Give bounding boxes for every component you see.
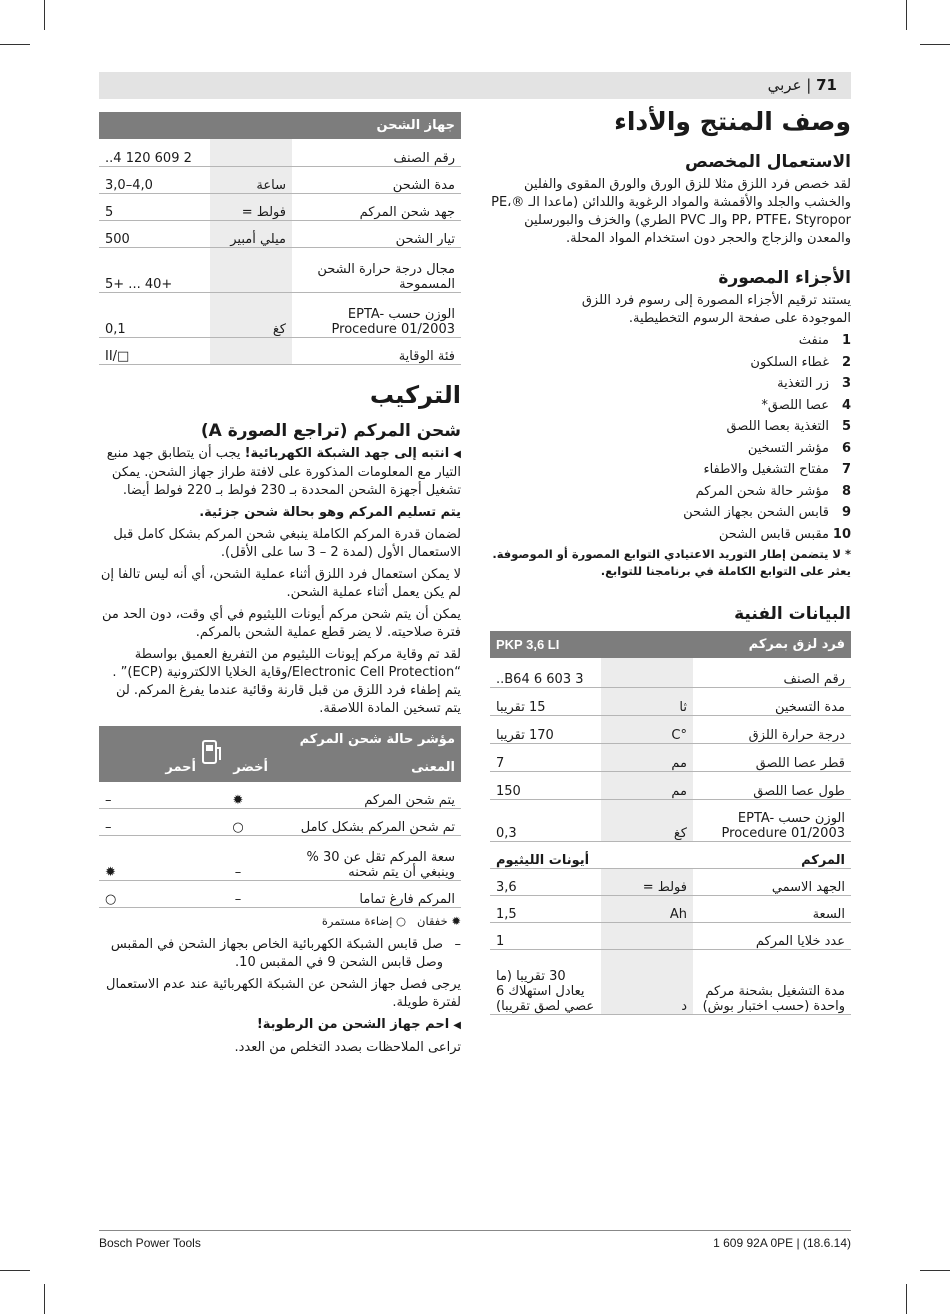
row-value: 1,5: [490, 895, 601, 922]
row-label: السعة: [693, 895, 851, 922]
charge-heading: شحن المركم (تراجع الصورة A): [200, 420, 461, 441]
footer-rule: [99, 1230, 851, 1231]
indicator-meaning: يتم شحن المركم: [274, 782, 461, 809]
row-label: مدة الشحن: [292, 166, 461, 193]
row-unit: مم: [601, 743, 693, 771]
part-number: 1: [841, 333, 851, 348]
indicator-red-state: –: [99, 782, 202, 809]
indicator-meaning: سعة المركم تقل عن 30 % وينبغي أن يتم شحنه: [274, 836, 461, 881]
language-label: عربي: [767, 76, 802, 94]
crop-mark: [920, 44, 950, 45]
row-label: مدة التسخين: [693, 687, 851, 715]
part-label: زر التغذية: [777, 376, 829, 391]
indicator-meaning: تم شحن المركم بشكل كامل: [274, 809, 461, 836]
row-unit: كغ: [210, 292, 292, 337]
parts-list-item: [490, 459, 851, 481]
indicator-table: [99, 726, 461, 909]
indicator-red-state: ○: [99, 881, 202, 908]
part-number: 8: [841, 483, 851, 499]
battery-value: أيونات الليثيوم: [490, 841, 601, 868]
part-number: 2: [841, 354, 851, 370]
paragraph-ecp: لقد تم وقاية مركم إيونات الليثيوم من التفريغ العميق بواسطة “Electronic Cell Protection/وقاية الخلايا الالكترونية (ECP)” . يتم إطفاء فرد اللزق من قبل قارنة وقائية عندما يفرغ المركم. لن يتم تسخين المادة اللاصقة.: [112, 646, 461, 716]
part-number: 6: [841, 440, 851, 456]
indicator-row: [99, 809, 461, 836]
indicator-green-state: ○: [202, 809, 274, 836]
row-label: رقم الصنف: [292, 139, 461, 166]
page-header: 71 | عربي: [99, 72, 851, 99]
footer-brand: Bosch Power Tools: [99, 1236, 201, 1250]
row-unit: ساعة: [210, 166, 292, 193]
part-number: 4: [841, 397, 851, 413]
part-label: التغذية بعصا اللصق: [726, 419, 829, 434]
table-row: [99, 337, 461, 364]
indicator-red-state: ✹: [99, 836, 202, 881]
indicator-meaning: المركم فارغ تماما: [274, 881, 461, 908]
parts-list-item: [490, 330, 851, 352]
table-row: [490, 949, 851, 1014]
indicator-row: [99, 836, 461, 881]
tech-table-head-value: PKP 3,6 LI: [490, 631, 601, 658]
table-row: [490, 868, 851, 895]
warning-voltage-text: يجب أن يتطابق جهد منبع التيار مع المعلومات المذكورة على لافتة طراز جهاز الشحن. يمكن تشغيل أجهزة الشحن المحددة بـ 230 فولط بـ 220 فولط أيضا.: [106, 445, 461, 498]
charger-table-head: جهاز الشحن: [292, 112, 461, 139]
charger-icon: [200, 738, 226, 768]
row-label: عدد خلايا المركم: [693, 922, 851, 949]
table-row: [99, 166, 461, 193]
col-red: أحمر: [99, 754, 202, 782]
parts-list-item: [490, 502, 851, 524]
indicator-table-title: مؤشر حالة شحن المركم: [99, 726, 461, 754]
tech-table-head-label: فرد لزق بمركم: [693, 631, 851, 658]
row-unit: [210, 337, 292, 364]
assembly-title: التركيب: [369, 380, 461, 409]
indicator-green-state: –: [202, 836, 274, 881]
row-label: رقم الصنف: [693, 658, 851, 687]
crop-mark: [906, 1284, 907, 1314]
row-unit: فولط =: [601, 868, 693, 895]
row-unit: ميلي أمبير: [210, 220, 292, 247]
table-row: [490, 687, 851, 715]
table-row: [490, 771, 851, 799]
row-label: فئة الوقاية: [292, 337, 461, 364]
table-row: [490, 743, 851, 771]
part-label: مؤشر حالة شحن المركم: [695, 483, 829, 499]
row-unit: [601, 658, 693, 687]
crop-mark: [0, 44, 30, 45]
crop-mark: [44, 0, 45, 30]
row-label: جهد شحن المركم: [292, 193, 461, 220]
parts-list-item: [490, 352, 851, 374]
warning-moisture: احم جهاز الشحن من الرطوبة!: [256, 1017, 450, 1032]
row-label: الوزن حسب EPTA-Procedure 01/2003: [292, 292, 461, 337]
parts-list-item: [490, 416, 851, 438]
row-value: 150: [490, 771, 601, 799]
parts-list-item: [490, 438, 851, 460]
row-label: قطر عصا اللصق: [693, 743, 851, 771]
row-value: 1: [490, 922, 601, 949]
indicator-row: [99, 881, 461, 908]
footer-doc-number: 1 609 92A 0PE | (18.6.14): [713, 1236, 851, 1250]
parts-intro: يستند ترقيم الأجزاء المصورة إلى رسوم فرد اللزق الموجودة على صفحة الرسوم التخطيطية.: [581, 293, 851, 326]
row-value: 15 تقريبا: [490, 687, 601, 715]
indicator-green-state: –: [202, 881, 274, 908]
row-unit: °C: [601, 715, 693, 743]
indicator-legend: ✹ خفقان ○ إضاءة مستمرة: [321, 914, 461, 928]
warning-voltage-bold: انتبه إلى جهد الشبكة الكهربائية!: [244, 445, 450, 461]
left-column: جهاز الشحن رقم الصنف 2 609 120 4.. مدة الشحن ساعة 4,0–3,0 جهد شحن المركم فولط = 5 تيار الشحن ميلي أمبير 500 مجال درجة حرارة الشحن المسموحة +40 ... +5 الوزن حسب EPTA-Procedure 01/2003 كغ 0,1 فئة الوقاية □/II التركيب شحن المركم (تراجع الصورة A) ◀ انتبه إلى جهد الشبكة الكهربائية! يجب أن يتطابق جهد منبع التيار مع المعلومات المذكورة على لافتة طراز جهاز الشحن. يمكن تشغيل أجهزة الشحن المحددة بـ 230 فولط بـ 220 فولط أيضا. يتم تسليم المركم وهو بحالة شحن جزئية. لضمان قدرة المركم الكاملة ينبغي شحن المركم بشكل كامل قبل الاستعمال الأول (لمدة 2 – 3 سا على الأقل). لا يمكن استعمال فرد اللزق أثناء عملية الشحن، أي أنه ليس تالفا إن لم يكن يعمل أثناء عملية الشحن. يمكن أن يتم شحن مركم أيونات الليثيوم في أي وقت، دون الحد من فترة صلاحيته. لا يضر قطع عملية الشحن بالمركم. لقد تم وقاية مركم إيونات الليثيوم من التفريغ العميق بواسطة “Electronic Cell Protection/وقاية الخلايا الالكترونية (ECP)” . يتم إطفاء فرد اللزق من قبل قارنة وقائية عندما يفرغ المركم. لن يتم تسخين المادة اللاصقة. مؤشر حالة شحن المركم المعنى أخضر أحمر يتم شحن المركم ✹ – تم شحن المركم بشكل كامل ○ – سعة المركم تقل عن 30 % وينبغي أن يتم شحنه – ✹ المركم فارغ تماما – ○ ✹ خفقان ○ إضاءة مستمرة – صل قابس الشبكة الكهربائية الخاص بجهاز الشحن في المقبس وصل قابس الشحن 9 في المقبس 10. يرجى فصل جهاز الشحن عن الشبكة الكهربائية عند عدم الاستعمال لفترة طويلة. ◀ احم جهاز الشحن من الرطوبة! تراعى الملاحظات بصدد التخلص من العدد.: [99, 112, 461, 1057]
table-row: [490, 922, 851, 949]
row-value: 0,3: [490, 799, 601, 841]
parts-note: * لا يتضمن إطار التوريد الاعتيادي التوابع المصورة أو الموصوفة. يعثر على التوابع الكاملة في برنامجنا للتوابع.: [492, 547, 851, 578]
paragraph-no-use-charging: لا يمكن استعمال فرد اللزق أثناء عملية الشحن، أي أنه ليس تالفا إن لم يكن يعمل أثناء عملية الشحن.: [100, 566, 461, 600]
row-unit: [601, 922, 693, 949]
part-label: مفتاح التشغيل والاطفاء: [703, 462, 829, 477]
table-row: [99, 193, 461, 220]
step-connect: – صل قابس الشبكة الكهربائية الخاص بجهاز الشحن في المقبس وصل قابس الشحن 9 في المقبس 10.: [110, 937, 461, 970]
col-meaning: المعنى: [274, 754, 461, 782]
row-value: 5: [99, 193, 210, 220]
paragraph-unplug: يرجى فصل جهاز الشحن عن الشبكة الكهربائية عند عدم الاستعمال لفترة طويلة.: [106, 977, 461, 1010]
part-label: منفث: [798, 333, 829, 348]
row-unit: ثا: [601, 687, 693, 715]
battery-label: المركم: [693, 841, 851, 868]
tech-heading: البيانات الفنية: [734, 604, 851, 624]
part-number: 9: [841, 505, 851, 520]
row-value: +40 ... +5: [99, 247, 210, 292]
row-unit: [210, 247, 292, 292]
col-green: أخضر: [233, 760, 268, 775]
page-title: وصف المنتج والأداء: [614, 107, 851, 136]
tech-table: [490, 631, 851, 1015]
crop-mark: [0, 1270, 30, 1271]
part-number: 5: [841, 419, 851, 434]
part-number: 3: [841, 376, 851, 391]
use-text: لقد خصص فرد اللزق مثلا للزق الورق والورق المقوى والفلين والخشب والجلد والأقمشة والمواد الرغوية واللدائن (ماعدا الـ ®PE، PP، PTFE، Styropor والـ PVC الطري) والخزف والبورسلين والمعدن والزجاج والحجر دون استخدام المواد المحلة.: [491, 177, 851, 246]
paragraph-full-charge: لضمان قدرة المركم الكاملة ينبغي شحن المركم بشكل كامل قبل الاستعمال الأول (لمدة 2 – 3 سا على الأقل).: [113, 526, 461, 560]
part-label: مقبس قابس الشحن: [718, 526, 829, 542]
part-label: عصا اللصق*: [761, 397, 829, 413]
row-value: 2 609 120 4..: [99, 139, 210, 166]
row-unit: فولط =: [210, 193, 292, 220]
row-unit: Ah: [601, 895, 693, 922]
row-label: درجة حرارة اللزق: [693, 715, 851, 743]
row-value: □/II: [99, 337, 210, 364]
row-value: 30 تقريبا (ما يعادل استهلاك 6 عصي لصق تقريبا): [490, 949, 601, 1014]
table-row: [99, 220, 461, 247]
row-label: تيار الشحن: [292, 220, 461, 247]
part-number: 10: [832, 526, 851, 542]
page-number: 71: [816, 76, 837, 94]
row-value: 500: [99, 220, 210, 247]
table-row: [490, 715, 851, 743]
parts-heading: الأجزاء المصورة: [718, 268, 851, 288]
row-unit: د: [601, 949, 693, 1014]
row-label: مجال درجة حرارة الشحن المسموحة: [292, 247, 461, 292]
table-row: [99, 292, 461, 337]
table-row: [99, 139, 461, 166]
right-column: [490, 106, 851, 1015]
crop-mark: [906, 0, 907, 30]
crop-mark: [44, 1284, 45, 1314]
row-value: 3 603 B64 6..: [490, 658, 601, 687]
paragraph-disposal: تراعى الملاحظات بصدد التخلص من العدد.: [234, 1040, 461, 1055]
row-unit: مم: [601, 771, 693, 799]
table-row: [490, 799, 851, 841]
row-label: الجهد الاسمي: [693, 868, 851, 895]
part-number: 7: [841, 462, 851, 477]
parts-list-item: [490, 395, 851, 417]
indicator-red-state: –: [99, 809, 202, 836]
paragraph-charge-anytime: يمكن أن يتم شحن مركم أيونات الليثيوم في أي وقت، دون الحد من فترة صلاحيته. لا يضر قطع عملية الشحن بالمركم.: [101, 606, 461, 640]
parts-list-item: [490, 373, 851, 395]
parts-list: [490, 330, 851, 545]
row-value: 4,0–3,0: [99, 166, 210, 193]
indicator-row: [99, 782, 461, 809]
table-row: [490, 658, 851, 687]
row-label: مدة التشغيل بشحنة مركم واحدة (حسب اختبار بوش): [693, 949, 851, 1014]
parts-list-item: [490, 481, 851, 503]
row-value: 0,1: [99, 292, 210, 337]
part-label: غطاء السلكون: [750, 354, 829, 370]
indicator-green-state: ✹: [202, 782, 274, 809]
crop-mark: [920, 1270, 950, 1271]
use-heading: الاستعمال المخصص: [685, 152, 851, 172]
part-label: قابس الشحن بجهاز الشحن: [683, 505, 829, 520]
row-value: 3,6: [490, 868, 601, 895]
row-value: 170 تقريبا: [490, 715, 601, 743]
row-unit: [210, 139, 292, 166]
row-label: طول عصا اللصق: [693, 771, 851, 799]
parts-list-item: [490, 524, 851, 546]
row-unit: كغ: [601, 799, 693, 841]
partial-charge-note: يتم تسليم المركم وهو بحالة شحن جزئية.: [199, 504, 461, 520]
table-row: [490, 895, 851, 922]
row-label: الوزن حسب EPTA-Procedure 01/2003: [693, 799, 851, 841]
part-label: مؤشر التسخين: [747, 440, 829, 456]
table-row: [99, 247, 461, 292]
charger-table: [99, 112, 461, 365]
row-value: 7: [490, 743, 601, 771]
